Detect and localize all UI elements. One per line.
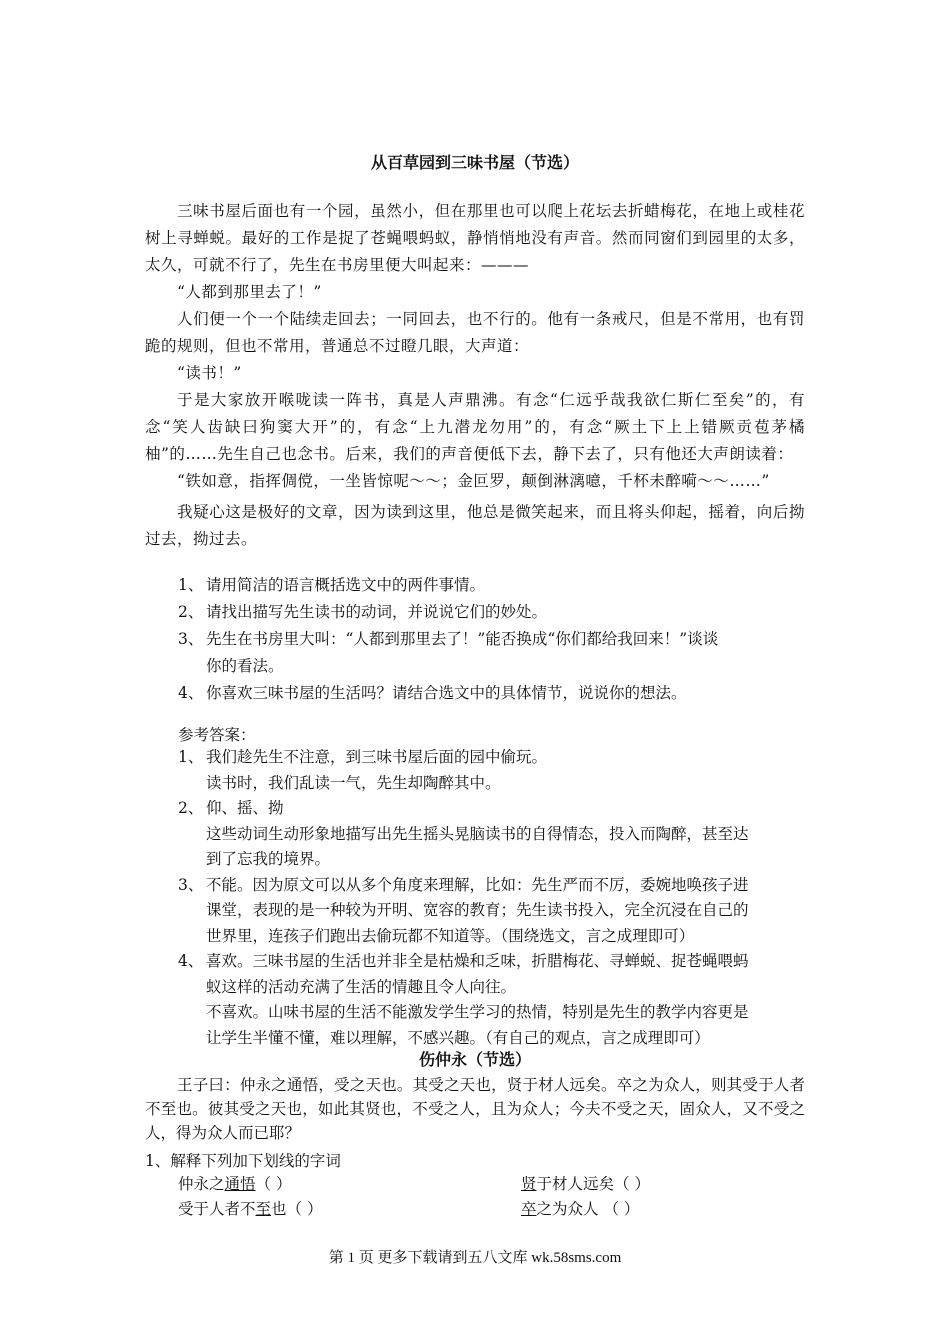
answer-text: 我们趁先生不注意，到三味书屋后面的园中偷玩。 — [206, 748, 548, 766]
passage-paragraph: 三味书屋后面也有一个园，虽然小，但在那里也可以爬上花坛去折蜡梅花，在地上或桂花树上寻蝉蜕。最好的工作是捉了苍蝇喂蚂蚁，静悄悄地没有声音。然而同窗们到园里的太多，太久，可就不行了，先生在书房里便大叫起来：——— — [145, 202, 805, 274]
blank-item — [521, 1172, 650, 1194]
answer-item — [178, 745, 808, 796]
question-list — [178, 572, 808, 707]
answer-number: 1、 — [178, 748, 204, 766]
answer-blank[interactable]: 于材人远矣（ ） — [536, 1175, 650, 1193]
answer-text: 到了忘我的境界。 — [206, 850, 331, 868]
question-number: 2、 — [178, 603, 204, 621]
passage-paragraph: 我疑心这是极好的文章，因为读到这里，他总是微笑起来，而且将头仰起，摇着，向后拗过去，拗过去。 — [145, 503, 805, 548]
answer-text: 让学生半懂不懂，难以理解，不感兴趣。（有自己的观点，言之成理即可） — [206, 1028, 710, 1047]
answer-text: 喜欢。三味书屋的生活也并非全是枯燥和乏味，折腊梅花、寻蝉蜕、捉苍蝇喂蚂 — [206, 952, 749, 970]
passage-paragraph: 人们便一个一个陆续走回去；一同回去，也不行的。他有一条戒尺，但是不常用，也有罚跪的规则，但也不常用，普通总不过瞪几眼，大声道： — [145, 310, 805, 355]
answer-blank[interactable]: 也（ ） — [271, 1200, 323, 1218]
answer-item — [178, 873, 808, 950]
passage-paragraph: “读书！” — [177, 364, 242, 382]
answer-list — [178, 745, 808, 1051]
blank-text: 仲永之 — [178, 1175, 225, 1193]
answer-text: 不能。因为原文可以从多个角度来理解，比如：先生严而不厉，委婉地唤孩子进 — [206, 875, 749, 894]
answer-text: 世界里，连孩子们跑出去偷玩都不知道等。（围绕选文，言之成理即可） — [206, 926, 695, 945]
page-title: 从百草园到三味书屋（节选） — [370, 153, 579, 172]
blank-item — [178, 1172, 291, 1194]
question-item — [178, 626, 808, 680]
question-text: 请找出描写先生读书的动词，并说说它们的妙处。 — [206, 603, 548, 621]
question-text: 你的看法。 — [206, 657, 284, 675]
question-number: 3、 — [178, 630, 204, 648]
answer-text: 仰、摇、拗 — [206, 799, 284, 817]
underlined-word: 卒 — [521, 1200, 537, 1218]
exercise-heading: 1、解释下列加下划线的字词 — [145, 1152, 341, 1170]
question-item — [178, 599, 808, 626]
passage — [145, 198, 805, 553]
blank-item — [178, 1197, 322, 1219]
question-number: 4、 — [178, 684, 204, 702]
answer-item — [178, 949, 808, 1051]
question-number: 1、 — [178, 576, 204, 594]
answer-blank[interactable]: 之为众人 （ ） — [536, 1200, 640, 1218]
classical-text — [145, 1073, 805, 1145]
passage-paragraph: “铁如意，指挥倜傥，一坐皆惊呢～～；金叵罗，颠倒淋漓噫，千杯未醉嗬～～……” — [177, 472, 770, 490]
underlined-word: 至 — [255, 1200, 272, 1218]
answer-number: 2、 — [178, 799, 204, 817]
passage-paragraph: 于是大家放开喉咙读一阵书，真是人声鼎沸。有念“仁远乎哉我欲仁斯仁至矣”的，有念“笑人齿缺曰狗窦大开”的，有念“上九潜龙勿用”的，有念“厥土下上上错厥贡苞茅橘柚”的……先生自己也念书。后来，我们的声音便低下去，静下去了，只有他还大声朗读着： — [145, 391, 805, 463]
answer-item — [178, 796, 808, 873]
question-item — [178, 572, 808, 599]
answer-number: 4、 — [178, 952, 204, 970]
page-footer: 第 1 页 更多下载请到五八文库 wk.58sms.com — [328, 1250, 622, 1266]
answer-text: 课堂，表现的是一种较为开明、宽容的教育；先生读书投入，完全沉浸在自己的 — [206, 901, 749, 919]
passage-paragraph: “人都到那里去了！” — [177, 283, 322, 301]
blank-text: 受于人者不 — [178, 1200, 256, 1218]
answers-heading: 参考答案： — [178, 726, 256, 744]
section-title: 伤仲永（节选） — [418, 1050, 531, 1069]
answer-number: 3、 — [178, 875, 204, 894]
answer-text: 不喜欢。山味书屋的生活不能激发学生学习的热情，特别是先生的教学内容更是 — [206, 1003, 749, 1021]
classical-paragraph: 王子曰：仲永之通悟，受之天也。其受之天也，贤于材人远矣。卒之为众人，则其受于人者不至也。彼其受之天也，如此其贤也，不受之人，且为众人；今夫不受之天，固众人，又不受之人，得为众人而已耶？ — [145, 1076, 805, 1142]
question-text: 请用简洁的语言概括选文中的两件事情。 — [206, 576, 486, 594]
question-text: 你喜欢三味书屋的生活吗？请结合选文中的具体情节，说说你的想法。 — [206, 684, 687, 702]
answer-blank[interactable]: （ ） — [255, 1175, 292, 1193]
underlined-word: 贤 — [521, 1175, 537, 1193]
answer-text: 这些动词生动形象地描写出先生摇头晃脑读书的自得情态，投入而陶醉，甚至达 — [206, 824, 749, 843]
underlined-word: 通悟 — [224, 1175, 256, 1193]
answer-text: 读书时，我们乱读一气，先生却陶醉其中。 — [206, 773, 501, 792]
question-item — [178, 680, 808, 707]
question-text: 先生在书房里大叫：“人都到那里去了！”能否换成“你们都给我回来！”谈谈 — [206, 630, 719, 648]
blank-item — [521, 1197, 639, 1219]
answer-text: 蚁这样的活动充满了生活的情趣且令人向往。 — [206, 977, 517, 996]
